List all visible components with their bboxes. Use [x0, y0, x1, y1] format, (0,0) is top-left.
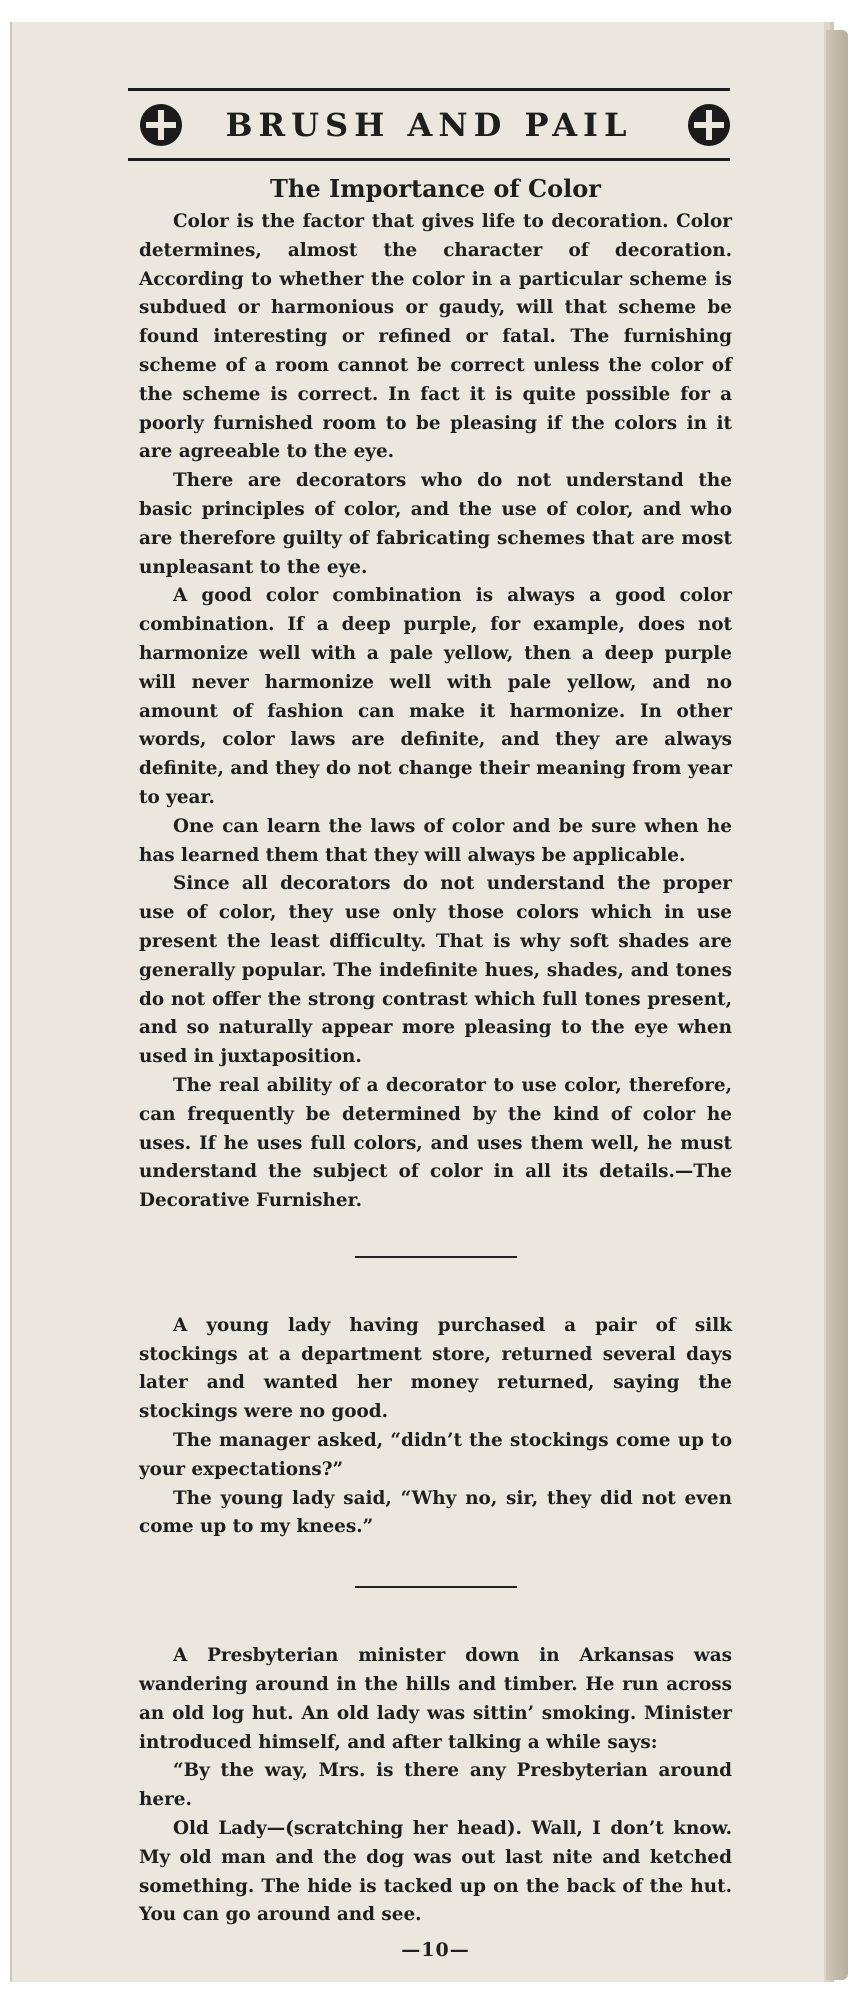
joke-paragraph: Old Lady—(scratching her head). Wall, I don’t know. My old man and the dog was out last nite and ketched something. The hide is tacked up on the back of the hut. You can go around and see.	[139, 1818, 732, 1926]
page-content	[139, 170, 732, 1965]
page-header	[128, 88, 730, 166]
article-paragraph: There are decorators who do not understand the basic principles of color, and the use of color, and who are therefore guilty of fabricating schemes that are most unpleasant to the eye.	[139, 470, 732, 578]
booklet-spine	[826, 30, 848, 1980]
article-paragraph: Since all decorators do not understand the proper use of color, they use only those colors which in use present the least difficulty. That is why soft shades are generally popular. The indefinite hues, shades, and tones do not offer the strong contrast which full tones present, and so naturally appear more pleasing to the eye when used in juxtaposition.	[139, 873, 732, 1068]
section-divider	[355, 1586, 517, 1588]
article-paragraph: One can learn the laws of color and be sure when he has learned them that they will always be applicable.	[139, 815, 732, 866]
article-paragraph: A good color combination is always a good color combination. If a deep purple, for example, does not harmonize well with a pale yellow, then a deep purple will never harmonize well with pale yellow, and no amount of fashion can make it harmonize. In other words, color laws are definite, and they are always definite, and they do not change their meaning from year to year.	[139, 585, 732, 808]
header-rule-bottom	[128, 158, 730, 161]
joke-paragraph: A young lady having purchased a pair of silk stockings at a department store, returned several days later and wanted her money returned, saying the stockings were no good.	[139, 1314, 732, 1423]
joke-paragraph: A Presbyterian minister down in Arkansas was wandering around in the hills and timber. He run across an old log hut. An old lady was sittin’ smoking. Minister introduced himself, and after talking a while says:	[139, 1645, 732, 1753]
article-title: The Importance of Color	[270, 174, 601, 203]
article-paragraph: Color is the factor that gives life to decoration. Color determines, almost the character of decoration. According to whether the color in a particular scheme is subdued or harmonious or gaudy, will that scheme be found interesting or refined or fatal. The furnishing scheme of a room cannot be correct unless the color of the scheme is correct. In fact it is quite possible for a poorly furnished room to be pleasing if the colors in it are agreeable to the eye.	[139, 211, 732, 463]
section-divider	[355, 1256, 517, 1258]
article-paragraph: The real ability of a decorator to use color, therefore, can frequently be determined by the kind of color he uses. If he uses full colors, and uses them well, he must understand the subject of color in all its details.—The Decorative Furnisher.	[139, 1074, 732, 1212]
joke-paragraph: “By the way, Mrs. is there any Presbyterian around here.	[139, 1760, 732, 1811]
joke-paragraph: The young lady said, “Why no, sir, they did not even come up to my knees.”	[139, 1487, 732, 1538]
page-number: —10—	[401, 1939, 470, 1962]
joke-paragraph: The manager asked, “didn’t the stockings come up to your expectations?”	[139, 1430, 732, 1480]
cross-circle-icon	[688, 104, 730, 146]
magazine-title: BRUSH AND PAIL	[225, 106, 633, 144]
header-rule-top	[128, 88, 730, 91]
